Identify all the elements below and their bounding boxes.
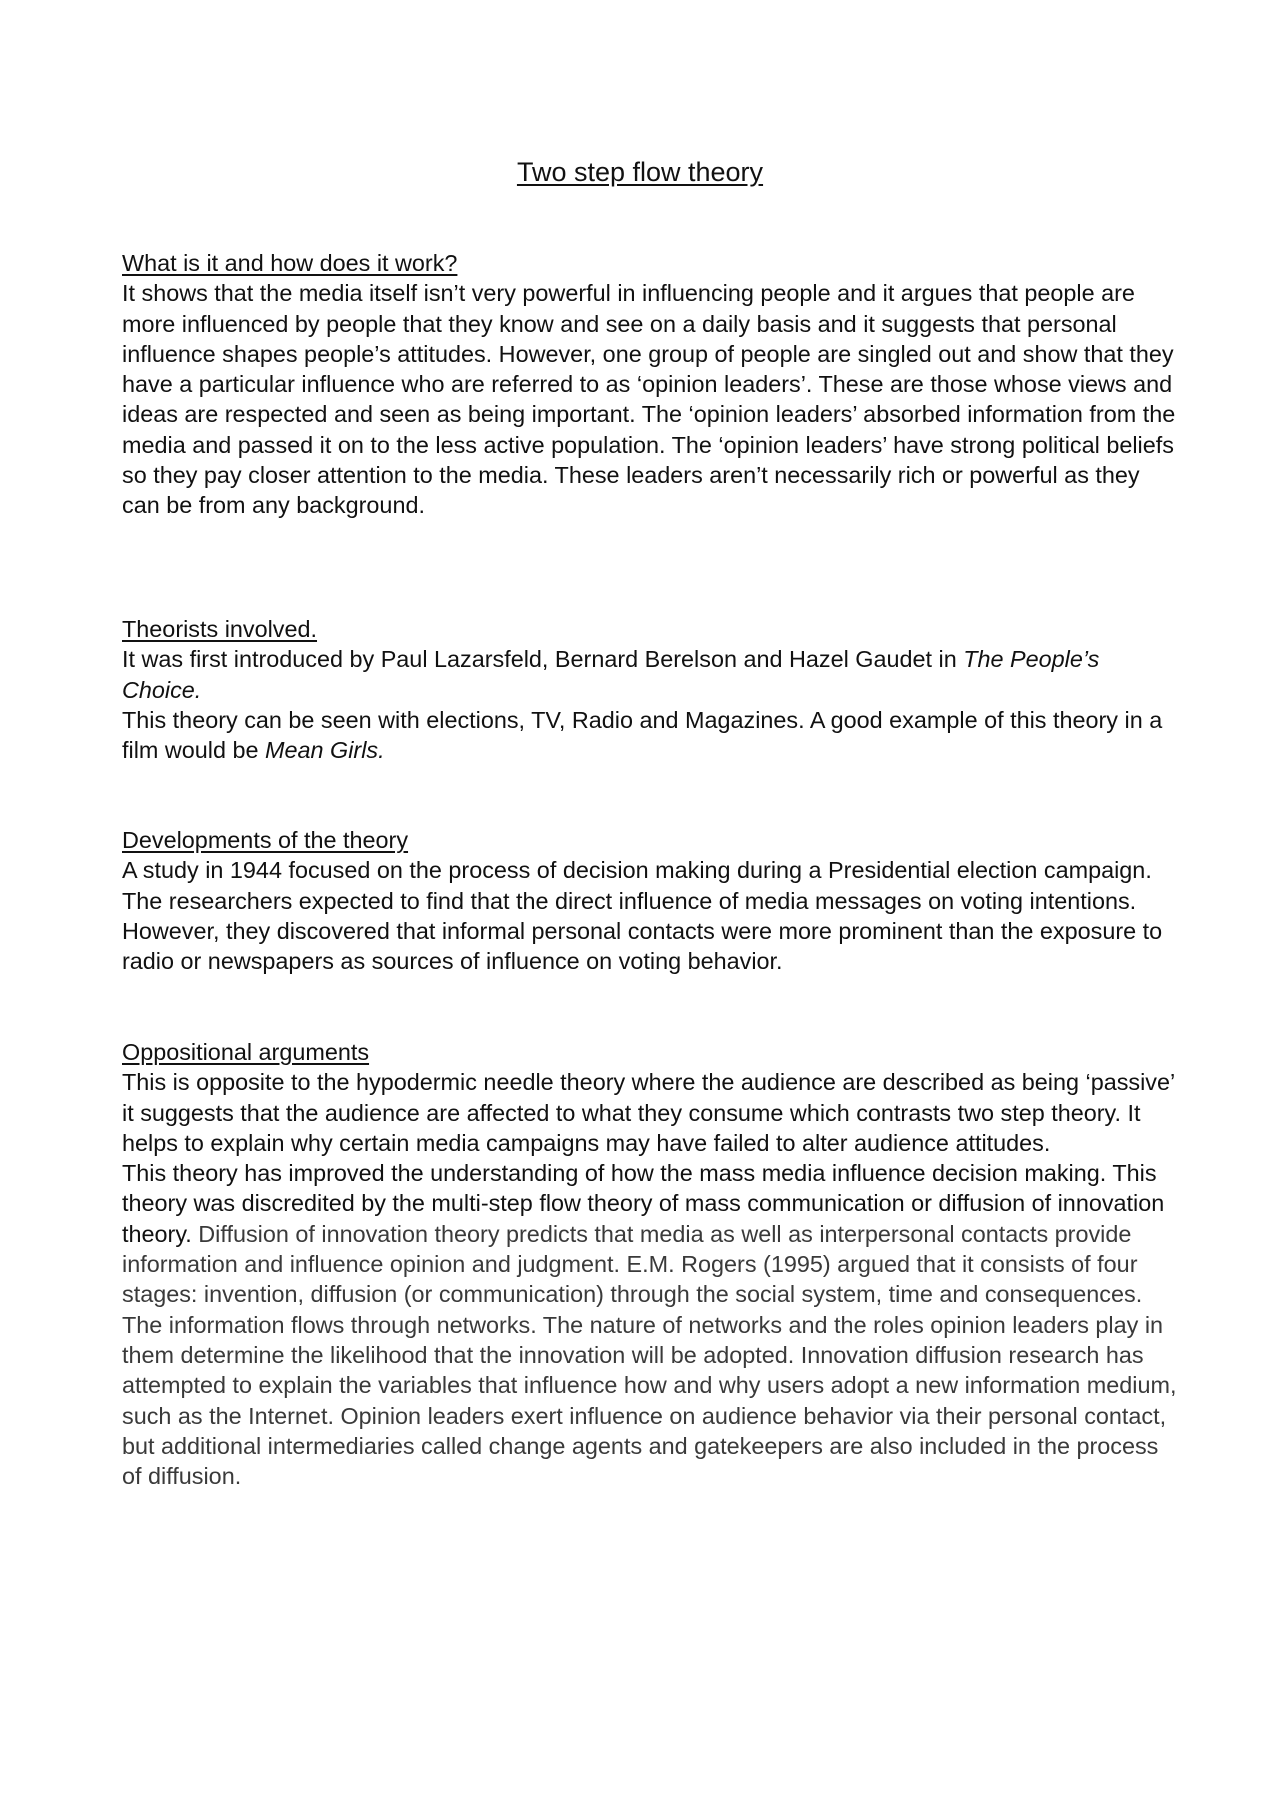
section-paragraph: This is opposite to the hypodermic needle theory where the audience are described as being ‘passive’ it suggests that the audience are affected to what they consume which contrasts two step theory. It helps to explain why certain media campaigns may have failed to alter audience attitudes. <box>122 1069 1175 1156</box>
paragraph-text-quoted: Diffusion of innovation theory predicts that media as well as interpersonal contacts provide information and influence opinion and judgment. E.M. Rogers (1995) argued that it consists of four stages: invention, diffusion (or communication) through the social system, time and consequences. The information flows through networks. The nature of networks and the roles opinion leaders play in them determine the likelihood that the innovation will be adopted. Innovation diffusion research has attempted to explain the variables that influence how and why users adopt a new information medium, such as the Internet. Opinion leaders exert influence on audience behavior via their personal contact, but additional intermediaries called change agents and gatekeepers are also included in the process of diffusion. <box>122 1220 1177 1490</box>
paragraph-text: This theory has improved the understanding of how the mass media influence decision making. This theory was discredited by the multi-step flow theory of mass communication or diffusion of innovation theory. <box>122 1160 1165 1247</box>
paragraph-text: It was first introduced by Paul Lazarsfeld, Bernard Berelson and Hazel Gaudet in <box>122 646 964 673</box>
section-paragraph <box>122 1158 1180 1491</box>
book-title: The People’s Choice. <box>122 646 1100 703</box>
film-title: Mean Girls. <box>265 737 385 764</box>
section-heading: Developments of the theory <box>122 827 409 853</box>
section-paragraph: It shows that the media itself isn’t very powerful in influencing people and it argues that people are more influenced by people that they know and see on a daily basis and it suggests that personal influence shapes people’s attitudes. However, one group of people are singled out and show that they have a particular influence who are referred to as ‘opinion leaders’. These are those whose views and ideas are respected and seen as being important. The ‘opinion leaders’ absorbed information from the media and passed it on to the less active population. The ‘opinion leaders’ have strong political beliefs so they pay closer attention to the media. These leaders aren’t necessarily rich or powerful as they can be from any background. <box>122 280 1176 519</box>
section-paragraph: A study in 1944 focused on the process of decision making during a Presidential election campaign. The researchers expected to find that the direct influence of media messages on voting intentions. However, they discovered that informal personal contacts were more prominent than the exposure to radio or newspapers as sources of influence on voting behavior. <box>122 857 1163 975</box>
section-paragraph <box>122 705 1180 766</box>
section-heading: Oppositional arguments <box>122 1039 370 1065</box>
section-oppositional-arguments <box>122 1037 1180 1491</box>
section-heading: Theorists involved. <box>122 616 318 642</box>
document-title: Two step flow theory <box>516 157 764 187</box>
section-paragraph <box>122 644 1180 705</box>
section-heading: What is it and how does it work? <box>122 250 458 276</box>
section-what-is-it <box>122 248 1180 521</box>
section-developments <box>122 825 1180 976</box>
section-theorists <box>122 614 1180 765</box>
paragraph-text: This theory can be seen with elections, TV, Radio and Magazines. A good example of this theory in a film would be <box>122 706 1163 764</box>
